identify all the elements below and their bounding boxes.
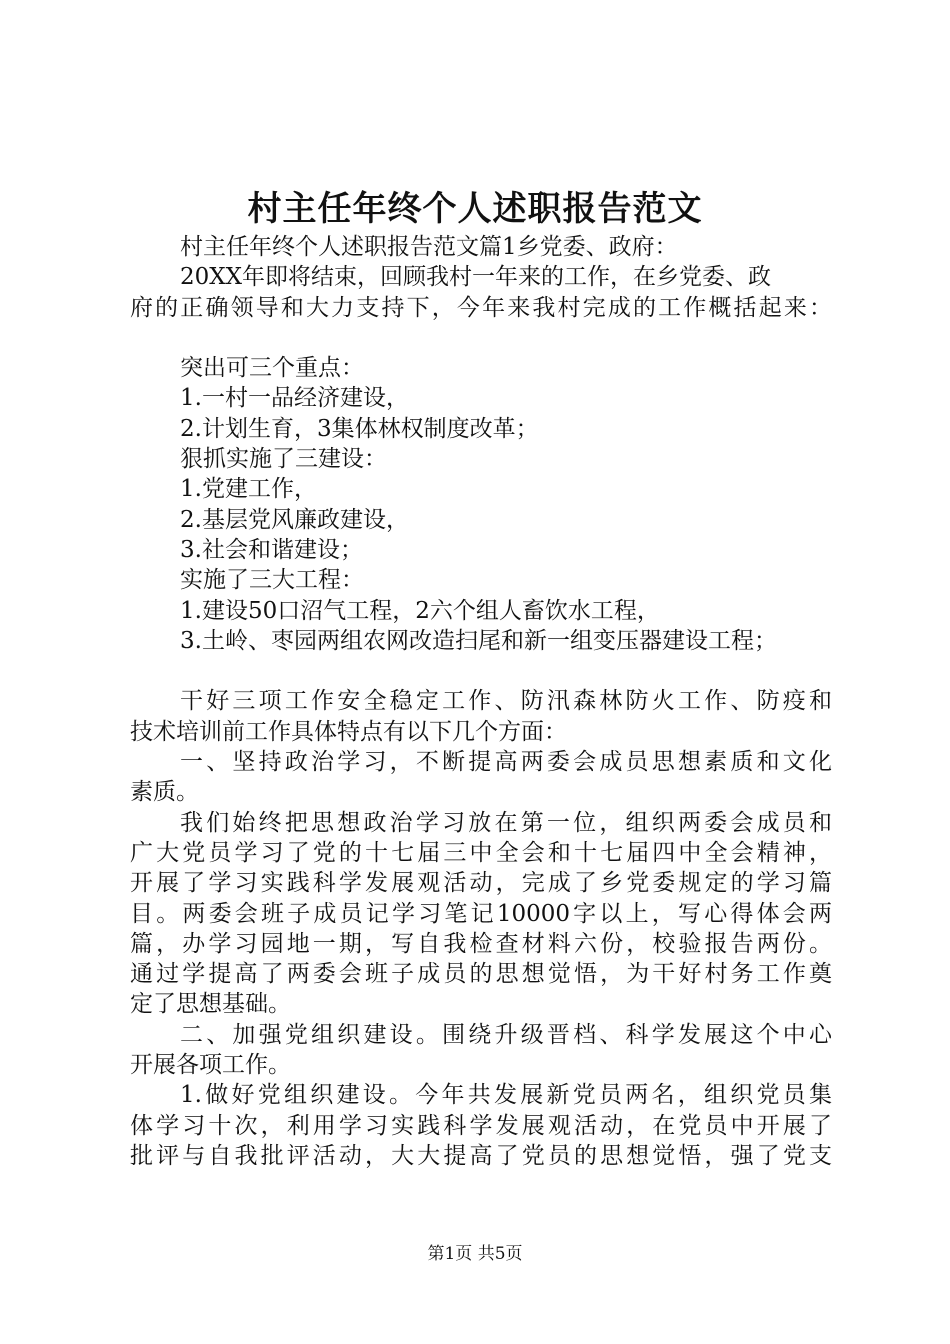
- body-line: 广大党员学习了党的十七届三中全会和十七届四中全会精神，: [130, 839, 832, 866]
- body-line: 1.建设50口沼气工程，2六个组人畜饮水工程，: [180, 597, 660, 624]
- body-line: 定了思想基础。: [130, 991, 291, 1018]
- body-line: 开展了学习实践科学发展观活动，完成了乡党委规定的学习篇: [130, 870, 832, 897]
- body-line: 1.做好党组织建设。今年共发展新党员两名，组织党员集: [180, 1082, 832, 1109]
- blank-line: [130, 656, 832, 686]
- document-body: [130, 232, 832, 1171]
- body-line: 目。两委会班子成员记学习笔记10000字以上，写心得体会两: [130, 900, 832, 927]
- body-line: 二、加强党组织建设。围绕升级晋档、科学发展这个中心: [180, 1021, 832, 1048]
- body-line: 我们始终把思想政治学习放在第一位，组织两委会成员和: [180, 809, 832, 836]
- body-line: 狠抓实施了三建设：: [180, 446, 387, 473]
- body-line: 通过学提高了两委会班子成员的思想觉悟，为干好村务工作奠: [130, 961, 832, 988]
- body-line: 1.一村一品经济建设，: [180, 385, 409, 412]
- body-line: 突出可三个重点：: [180, 355, 364, 382]
- body-line: 3.社会和谐建设；: [180, 536, 363, 563]
- body-line: 开展各项工作。: [130, 1052, 291, 1079]
- blank-line: [130, 323, 832, 353]
- body-line: 体学习十次，利用学习实践科学发展观活动，在党员中开展了: [130, 1112, 832, 1139]
- body-line: 批评与自我批评活动，大大提高了党员的思想觉悟，强了党支: [130, 1142, 832, 1169]
- body-line: 实施了三大工程：: [180, 567, 364, 594]
- body-line: 技术培训前工作具体特点有以下几个方面：: [130, 718, 567, 745]
- body-line: 2.计划生育，3集体林权制度改革；: [180, 415, 539, 442]
- body-line: 2.基层党风廉政建设，: [180, 506, 409, 533]
- body-line: 干好三项工作安全稳定工作、防汛森林防火工作、防疫和: [180, 688, 832, 715]
- body-line: 3.土岭、枣园两组农网改造扫尾和新一组变压器建设工程；: [180, 627, 777, 654]
- document-title: 村主任年终个人述职报告范文: [247, 189, 703, 229]
- body-line: 村主任年终个人述职报告范文篇1乡党委、政府：: [180, 234, 678, 260]
- body-line: 篇，办学习园地一期，写自我检查材料六份，校验报告两份。: [130, 930, 832, 957]
- body-line: 20XX年即将结束，回顾我村一年来的工作，在乡党委、政: [180, 264, 772, 291]
- body-line: 1.党建工作，: [180, 476, 317, 503]
- body-line: 府的正确领导和大力支持下，今年来我村完成的工作概括起来：: [130, 294, 832, 321]
- body-line: 素质。: [130, 779, 199, 806]
- page-number-footer: 第1页 共5页: [427, 1244, 523, 1264]
- body-line: 一、坚持政治学习，不断提高两委会成员思想素质和文化: [180, 749, 832, 776]
